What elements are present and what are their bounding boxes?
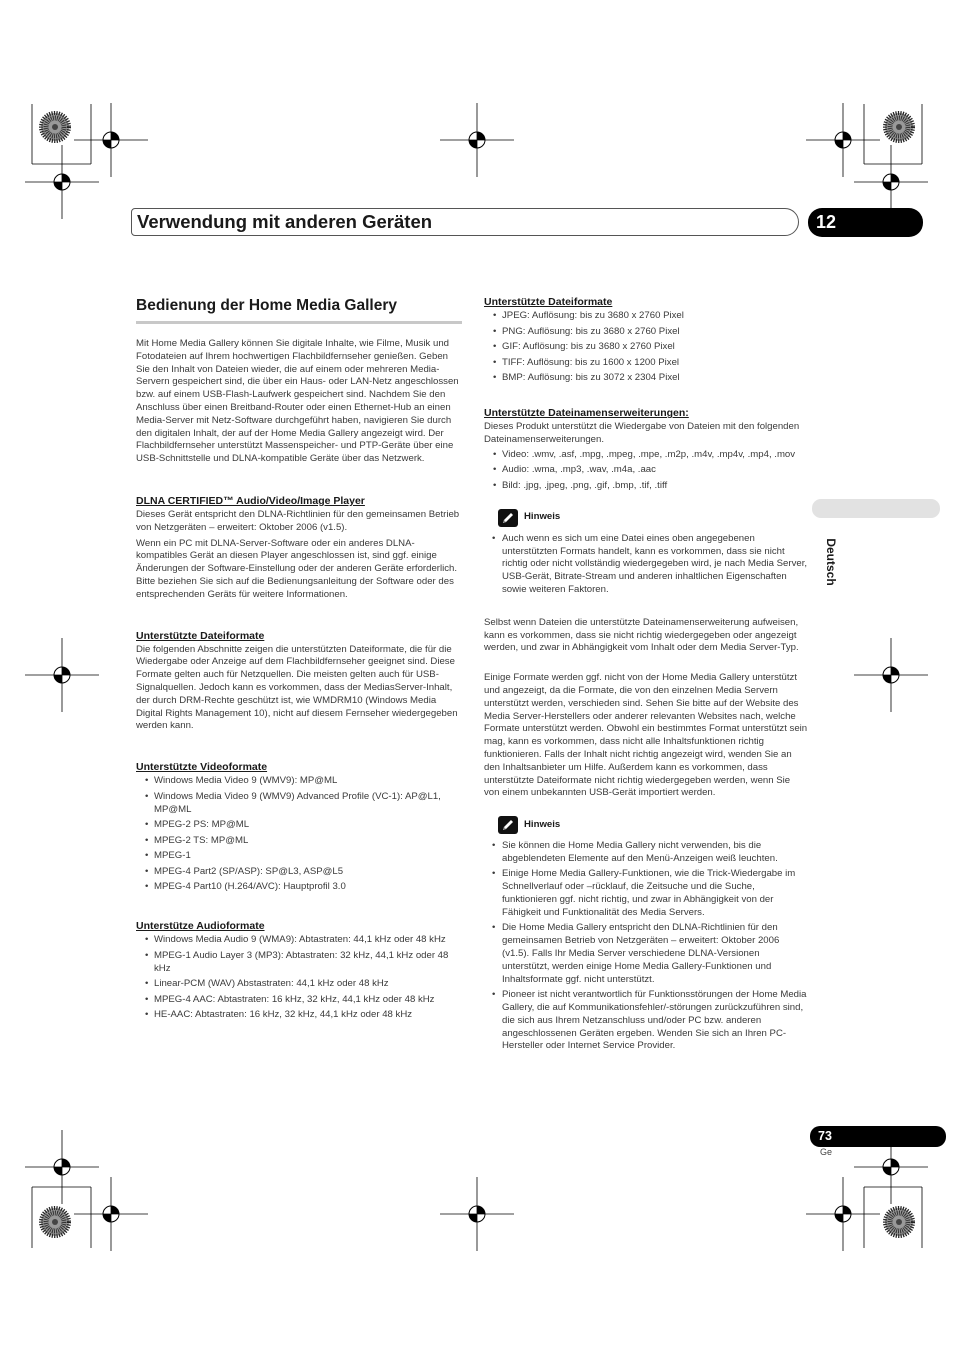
list-item: • MPEG-4 Part2 (SP/ASP): SP@L3, ASP@L5 bbox=[136, 866, 462, 879]
list-item: • Bild: .jpg, .jpeg, .png, .gif, .bmp, .tif, .tiff bbox=[484, 480, 808, 493]
list-item: • Die Home Media Gallery entspricht den DLNA-Richtlinien für den gemeinsamen Betrieb von Netzgeräten – erweitert: Oktober 2006 (v1.5). Falls Ihr Media Server verschiedene DLNA-Versionen unterstützt, werden einige Home Media Gallery-Funktionen und Inhaltsformate ggf. nicht unterstützt. bbox=[498, 922, 808, 986]
list-item: • Windows Media Video 9 (WMV9) Advanced Profile (VC-1): AP@L1, MP@ML bbox=[136, 791, 462, 817]
video-formats-heading: Unterstützte Videoformate bbox=[136, 761, 268, 774]
list-item: • MPEG-2 PS: MP@ML bbox=[136, 819, 462, 832]
language-tab bbox=[812, 499, 940, 518]
list-item: • JPEG: Auflösung: bis zu 3680 x 2760 Pixel bbox=[484, 310, 808, 323]
list-item: • MPEG-4 AAC: Abtastraten: 16 kHz, 32 kHz, 44,1 kHz oder 48 kHz bbox=[136, 994, 462, 1007]
list-item: • Pioneer ist nicht verantwortlich für Funktionsstörungen der Home Media Gallery, die auf Kommunikationsfehler/-störungen zurückzuführen sind, die sich aus Ihrem Netzanschluss und/oder PC bzw. anderen angeschlossenen Geräten ergeben. Wenden Sie sich an Ihren PC-Hersteller oder Internet Service Provider. bbox=[498, 989, 808, 1053]
audio-formats-heading: Unterstütze Audioformate bbox=[136, 920, 265, 933]
list-item: • MPEG-1 Audio Layer 3 (MP3): Abtastraten: 32 kHz, 44,1 kHz oder 48 kHz bbox=[136, 950, 462, 976]
paragraph-extensions-note: Selbst wenn Dateien die unterstützte Dateinamenserweiterung aufweisen, kann es vorkommen, dass sie nicht richtig wiedergegeben oder angezeigt werden, und zwar in Abhängigkeit vom Inhalt oder dem Media Server-Typ. bbox=[484, 616, 799, 654]
list-item: • MPEG-2 TS: MP@ML bbox=[136, 835, 462, 848]
list-item: • PNG: Auflösung: bis zu 3680 x 2760 Pixel bbox=[484, 326, 808, 339]
page-number: 73 bbox=[810, 1126, 946, 1147]
list-item: • Windows Media Audio 9 (WMA9): Abtastraten: 44,1 kHz oder 48 kHz bbox=[136, 934, 462, 947]
section-title: Bedienung der Home Media Gallery bbox=[136, 296, 462, 324]
right-column bbox=[484, 296, 808, 1056]
video-formats-list bbox=[136, 775, 462, 894]
chapter-number: 12 bbox=[808, 208, 923, 237]
extensions-paragraph: Dieses Produkt unterstützt die Wiedergabe von Dateien mit den folgenden Dateinamenserweiterungen. bbox=[484, 421, 800, 445]
note-box-1 bbox=[498, 509, 808, 597]
list-item: • Windows Media Video 9 (WMV9): MP@ML bbox=[136, 775, 462, 788]
list-item: • MPEG-1 bbox=[136, 850, 462, 863]
language-label: Deutsch bbox=[824, 538, 838, 586]
file-formats-heading: Unterstützte Dateiformate bbox=[136, 629, 265, 642]
note-box-2 bbox=[498, 816, 808, 1053]
list-item: • GIF: Auflösung: bis zu 3680 x 2760 Pixel bbox=[484, 341, 808, 354]
dlna-paragraph-2: Wenn ein PC mit DLNA-Server-Software oder ein anderes DLNA-kompatibles Gerät an diesen Player angeschlossen ist, sind ggf. einige Änderungen der Software-Einstellung oder der anderen Geräte erforderlich. Bitte beziehen Sie sich auf die Bedienungsanleitung der Software oder des entsprechenden Geräts für weitere Informationen. bbox=[136, 537, 458, 600]
note-list bbox=[498, 840, 808, 1053]
file-formats-paragraph: Die folgenden Abschnitte zeigen die unterstützten Dateiformate, die für die Wiedergabe oder Anzeige auf dem Flachbildfernseher geeignet sind. Diese Formate gelten auch für Netzquellen. Die meisten gelten auch für USB-Signalquellen. Jedoch kann es vorkommen, dass der MediasServer-Inhalt, der durch DRM-Rechte geschützt ist, wie WMDRM10 (Windows Media Digital Rights Management 10), nicht auf diesem Fernseher wiedergegeben werden kann. bbox=[136, 643, 458, 732]
image-formats-heading: Unterstützte Dateiformate bbox=[484, 296, 613, 308]
paragraph-format-support: Einige Formate werden ggf. nicht von der Home Media Gallery unterstützt und angezeigt, da die Formate, die von den einzelnen Media Servern unterstützt werden, verschieden sind. Sehen Sie bitte auf der Website des Media Server-Herstellers oder anderer relevanten Websites nach, welche Formate unterstützt werden. Obwohl ein bestimmtes Format unterstützt sein mag, kann es vorkommen, dass nicht alle Inhaltsfunktionen richtig funktionieren. Falls der Inhalt nicht richtig angezeigt wird, wenden Sie an den Inhaltsanbieter um Hilfe. Außerdem kann es vorkommen, dass unterstützte Dateiformate nicht richtig wiedergegeben werden, wenn Sie von einem unbekannten USB-Gerät importiert werden. bbox=[484, 672, 808, 799]
list-item: • HE-AAC: Abtastraten: 16 kHz, 32 kHz, 44,1 kHz oder 48 kHz bbox=[136, 1009, 462, 1022]
note-title: Hinweis bbox=[524, 511, 561, 523]
image-formats-list bbox=[484, 310, 808, 385]
extensions-list bbox=[484, 449, 808, 493]
audio-formats-list bbox=[136, 934, 462, 1022]
list-item: • BMP: Auflösung: bis zu 3072 x 2304 Pixel bbox=[484, 372, 808, 385]
dlna-heading: DLNA CERTIFIED™ Audio/Video/Image Player bbox=[136, 494, 365, 507]
list-item: • Video: .wmv, .asf, .mpg, .mpeg, .mpe, .m2p, .m4v, .mp4v, .mp4, .mov bbox=[484, 449, 808, 462]
list-item: • TIFF: Auflösung: bis zu 1600 x 1200 Pixel bbox=[484, 357, 808, 370]
list-item: • Einige Home Media Gallery-Funktionen, wie die Trick-Wiedergabe im Schnellverlauf oder –rücklauf, die Zeitsuche und die Suche, funktionieren ggf. nicht richtig, und zwar in Abhängigkeit von der Fähigkeit und Funktionalität des Media Servers. bbox=[498, 868, 808, 919]
list-item: • Auch wenn es sich um eine Datei eines oben angegebenen unterstützten Formats handelt, kann es vorkommen, dass sie nicht richtig oder nicht vollständig wiedergegeben wird, je nach Media Server, USB-Gerät, Bitrate-Stream und anderen inhaltlichen Eigenschaften sowie weiteren Faktoren. bbox=[498, 533, 808, 597]
note-list bbox=[498, 533, 808, 597]
language-code: Ge bbox=[820, 1147, 833, 1157]
note-title: Hinweis bbox=[524, 818, 561, 830]
intro-paragraph: Mit Home Media Gallery können Sie digitale Inhalte, wie Filme, Musik und Fotodateien auf Ihrem hochwertigen Flachbildfernseher genießen. Geben Sie den Inhalt von Dateien wieder, die auf einem oder mehreren Media-Servern gespeichert sind, die über ein Haus- oder LAN-Netz angeschlossen bzw. auf einem USB-Flash-Laufwerk gespeichert sind. Nachdem Sie den Anschluss über einen Breitband-Router oder einen Ethernet-Hub an einen Media-Server mit Netz-Software durchgeführt haben, navigieren Sie durch den digitalen Inhalt, der auf der Home Media Gallery angezeigt wird. Der Flachbildfernseher unterstützt Massenspeicher- und PTP-Geräte über eine USB-Schnittstelle und DLNA-kompatible Geräte über das Netzwerk. bbox=[136, 338, 459, 465]
pencil-note-icon bbox=[498, 816, 518, 834]
left-column bbox=[136, 296, 462, 1025]
list-item: • Sie können die Home Media Gallery nicht verwenden, bis die abgeblendeten Elemente auf den Menü-Anzeigen weiß leuchten. bbox=[498, 840, 808, 866]
page-title: Verwendung mit anderen Geräten bbox=[137, 211, 433, 232]
list-item: • Audio: .wma, .mp3, .wav, .m4a, .aac bbox=[484, 464, 808, 477]
list-item: • MPEG-4 Part10 (H.264/AVC): Hauptprofil 3.0 bbox=[136, 881, 462, 894]
extensions-heading: Unterstützte Dateinamenserweiterungen: bbox=[484, 407, 689, 420]
list-item: • Linear-PCM (WAV) Abstastraten: 44,1 kHz oder 48 kHz bbox=[136, 978, 462, 991]
dlna-paragraph-1: Dieses Gerät entspricht den DLNA-Richtlinien für den gemeinsamen Betrieb von Netzgeräten – erweitert: Oktober 2006 (v1.5). bbox=[136, 508, 460, 533]
pencil-note-icon bbox=[498, 509, 518, 527]
